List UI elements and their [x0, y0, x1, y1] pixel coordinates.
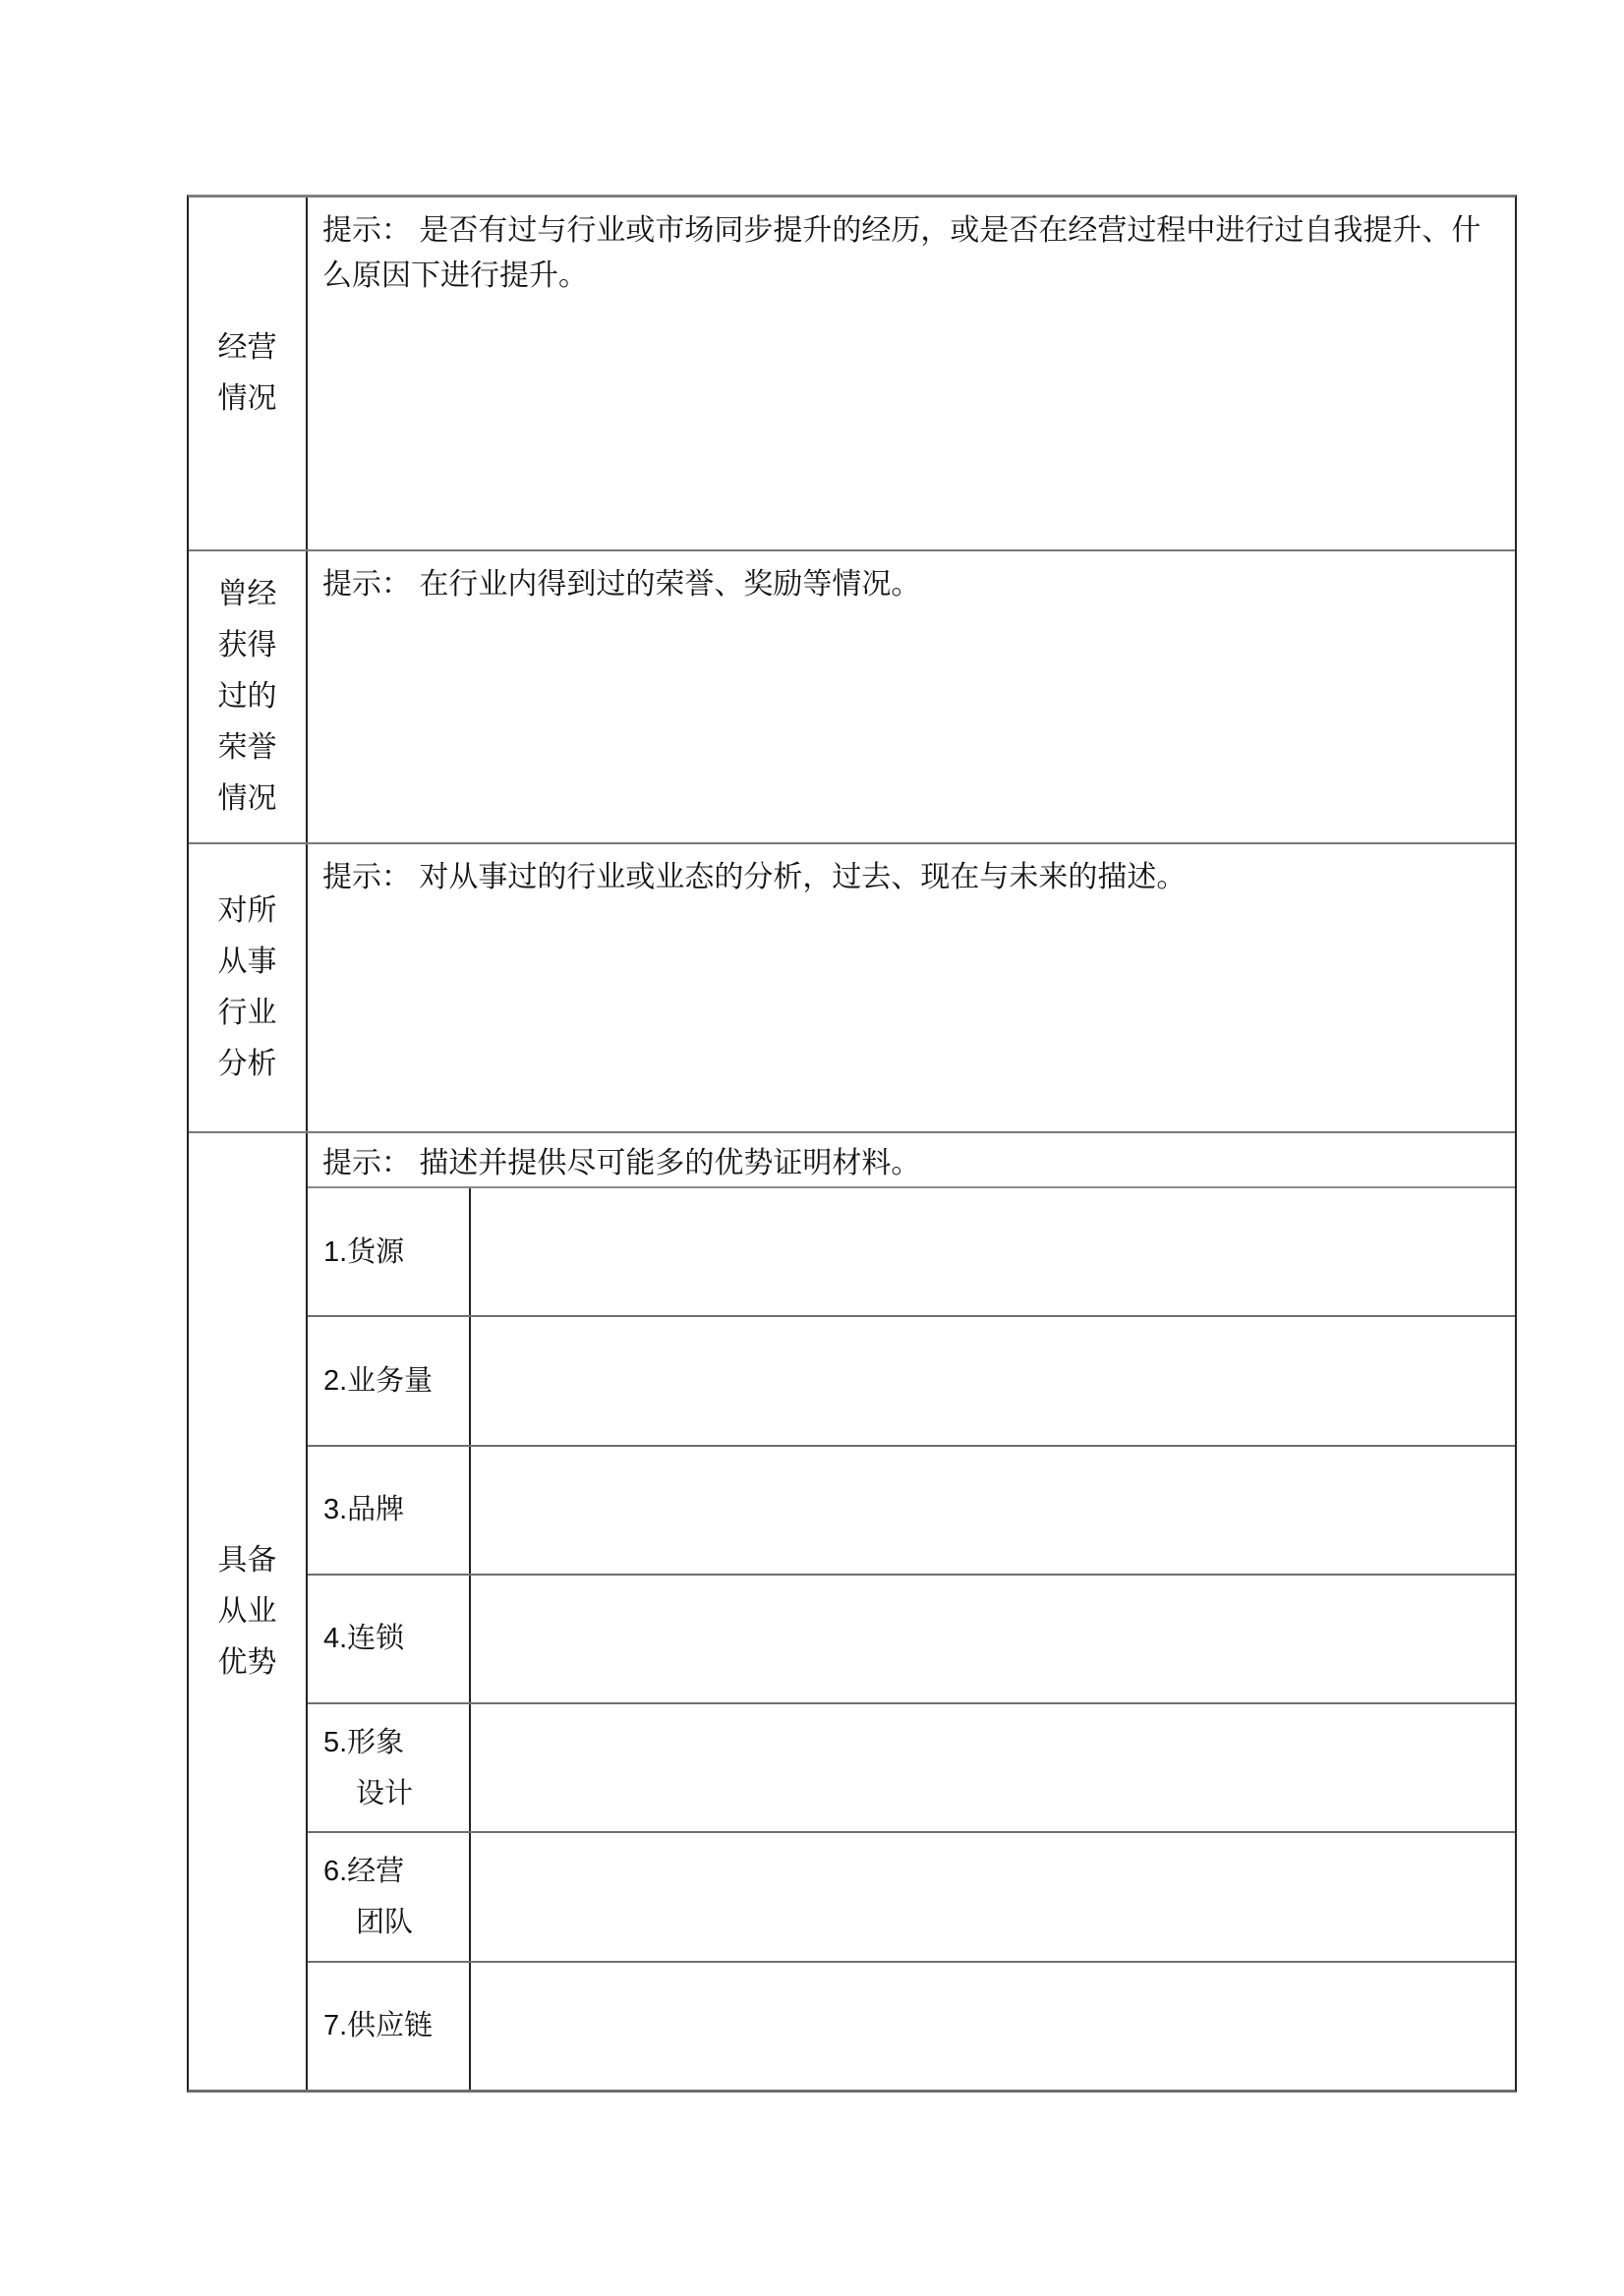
row-label-line: 过的: [217, 680, 277, 713]
row-label-line: 行业: [217, 997, 277, 1029]
answer-area-image-design[interactable]: [471, 1704, 1515, 1831]
answer-area-brand[interactable]: [471, 1447, 1515, 1574]
answer-area-business-volume[interactable]: [471, 1317, 1515, 1444]
hint-text-honors-received: 提示： 在行业内得到过的荣誉、奖励等情况。: [322, 568, 921, 601]
row-label-line: 荣誉: [217, 731, 277, 764]
answer-area-operating-status[interactable]: [308, 299, 1515, 549]
row-label-line: 情况: [217, 382, 277, 415]
item-label-line: 团队: [356, 1907, 414, 1939]
answer-cell-operating-status[interactable]: [308, 198, 1515, 549]
item-label-line: 3.品牌: [323, 1494, 405, 1526]
item-label-line: 4.连锁: [323, 1623, 405, 1655]
answer-area-goods-source[interactable]: [471, 1188, 1515, 1315]
subrow-business-volume: [308, 1315, 1515, 1444]
item-label-brand: [308, 1447, 471, 1574]
row-label-line: 具备: [217, 1543, 277, 1577]
advantages-subtable: [308, 1186, 1515, 2090]
row-label-honors-received: [189, 551, 308, 842]
subrow-brand: [308, 1445, 1515, 1574]
row-label-line: 优势: [217, 1645, 277, 1679]
row-honors-received: [189, 549, 1515, 842]
subrow-management-team: [308, 1831, 1515, 1960]
row-label-line: 获得: [217, 629, 277, 661]
row-operating-status: [189, 198, 1515, 549]
item-label-supply-chain: [308, 1963, 471, 2090]
answer-area-supply-chain[interactable]: [471, 1963, 1515, 2090]
row-professional-advantages: [189, 1131, 1515, 2090]
item-label-line: 6.经营: [323, 1856, 405, 1888]
row-label-industry-analysis: [189, 844, 308, 1131]
item-label-line: 2.业务量: [323, 1364, 434, 1397]
business-profile-form-table: [187, 195, 1517, 2093]
item-label-business-volume: [308, 1317, 471, 1444]
subrow-chain: [308, 1574, 1515, 1702]
subrow-image-design: [308, 1702, 1515, 1831]
item-label-line: 1.货源: [323, 1235, 405, 1268]
row-industry-analysis: [189, 842, 1515, 1131]
row-label-line: 情况: [217, 782, 277, 815]
item-label-line: 7.供应链: [323, 2010, 434, 2042]
row-label-professional-advantages: [189, 1133, 308, 2090]
hint-text-operating-status: 提示： 是否有过与行业或市场同步提升的经历，或是否在经营过程中进行过自我提升、什么原因下进行提升。: [322, 214, 1481, 292]
item-label-management-team: [308, 1833, 471, 1960]
hint-text-industry-analysis: 提示： 对从事过的行业或业态的分析，过去、现在与未来的描述。: [322, 861, 1187, 893]
answer-area-honors-received[interactable]: [308, 607, 1515, 842]
row-label-line: 从业: [217, 1594, 277, 1628]
advantages-content: [308, 1133, 1515, 2090]
row-label-line: 从事: [217, 946, 277, 978]
answer-area-management-team[interactable]: [471, 1833, 1515, 1960]
answer-cell-honors-received[interactable]: [308, 551, 1515, 842]
answer-cell-industry-analysis[interactable]: [308, 844, 1515, 1131]
row-label-line: 对所: [217, 894, 277, 927]
subrow-supply-chain: [308, 1961, 1515, 2090]
row-label-line: 经营: [217, 331, 277, 364]
row-label-line: 分析: [217, 1048, 277, 1080]
row-label-operating-status: [189, 198, 308, 549]
item-label-line: 设计: [356, 1777, 414, 1809]
item-label-goods-source: [308, 1188, 471, 1315]
item-label-line: 5.形象: [323, 1726, 405, 1758]
item-label-image-design: [308, 1704, 471, 1831]
item-label-chain: [308, 1576, 471, 1702]
answer-area-chain[interactable]: [471, 1576, 1515, 1702]
hint-text-professional-advantages: 提示： 描述并提供尽可能多的优势证明材料。: [322, 1147, 921, 1179]
subrow-goods-source: [308, 1188, 1515, 1315]
answer-area-industry-analysis[interactable]: [308, 900, 1515, 1131]
row-label-line: 曾经: [217, 578, 277, 610]
